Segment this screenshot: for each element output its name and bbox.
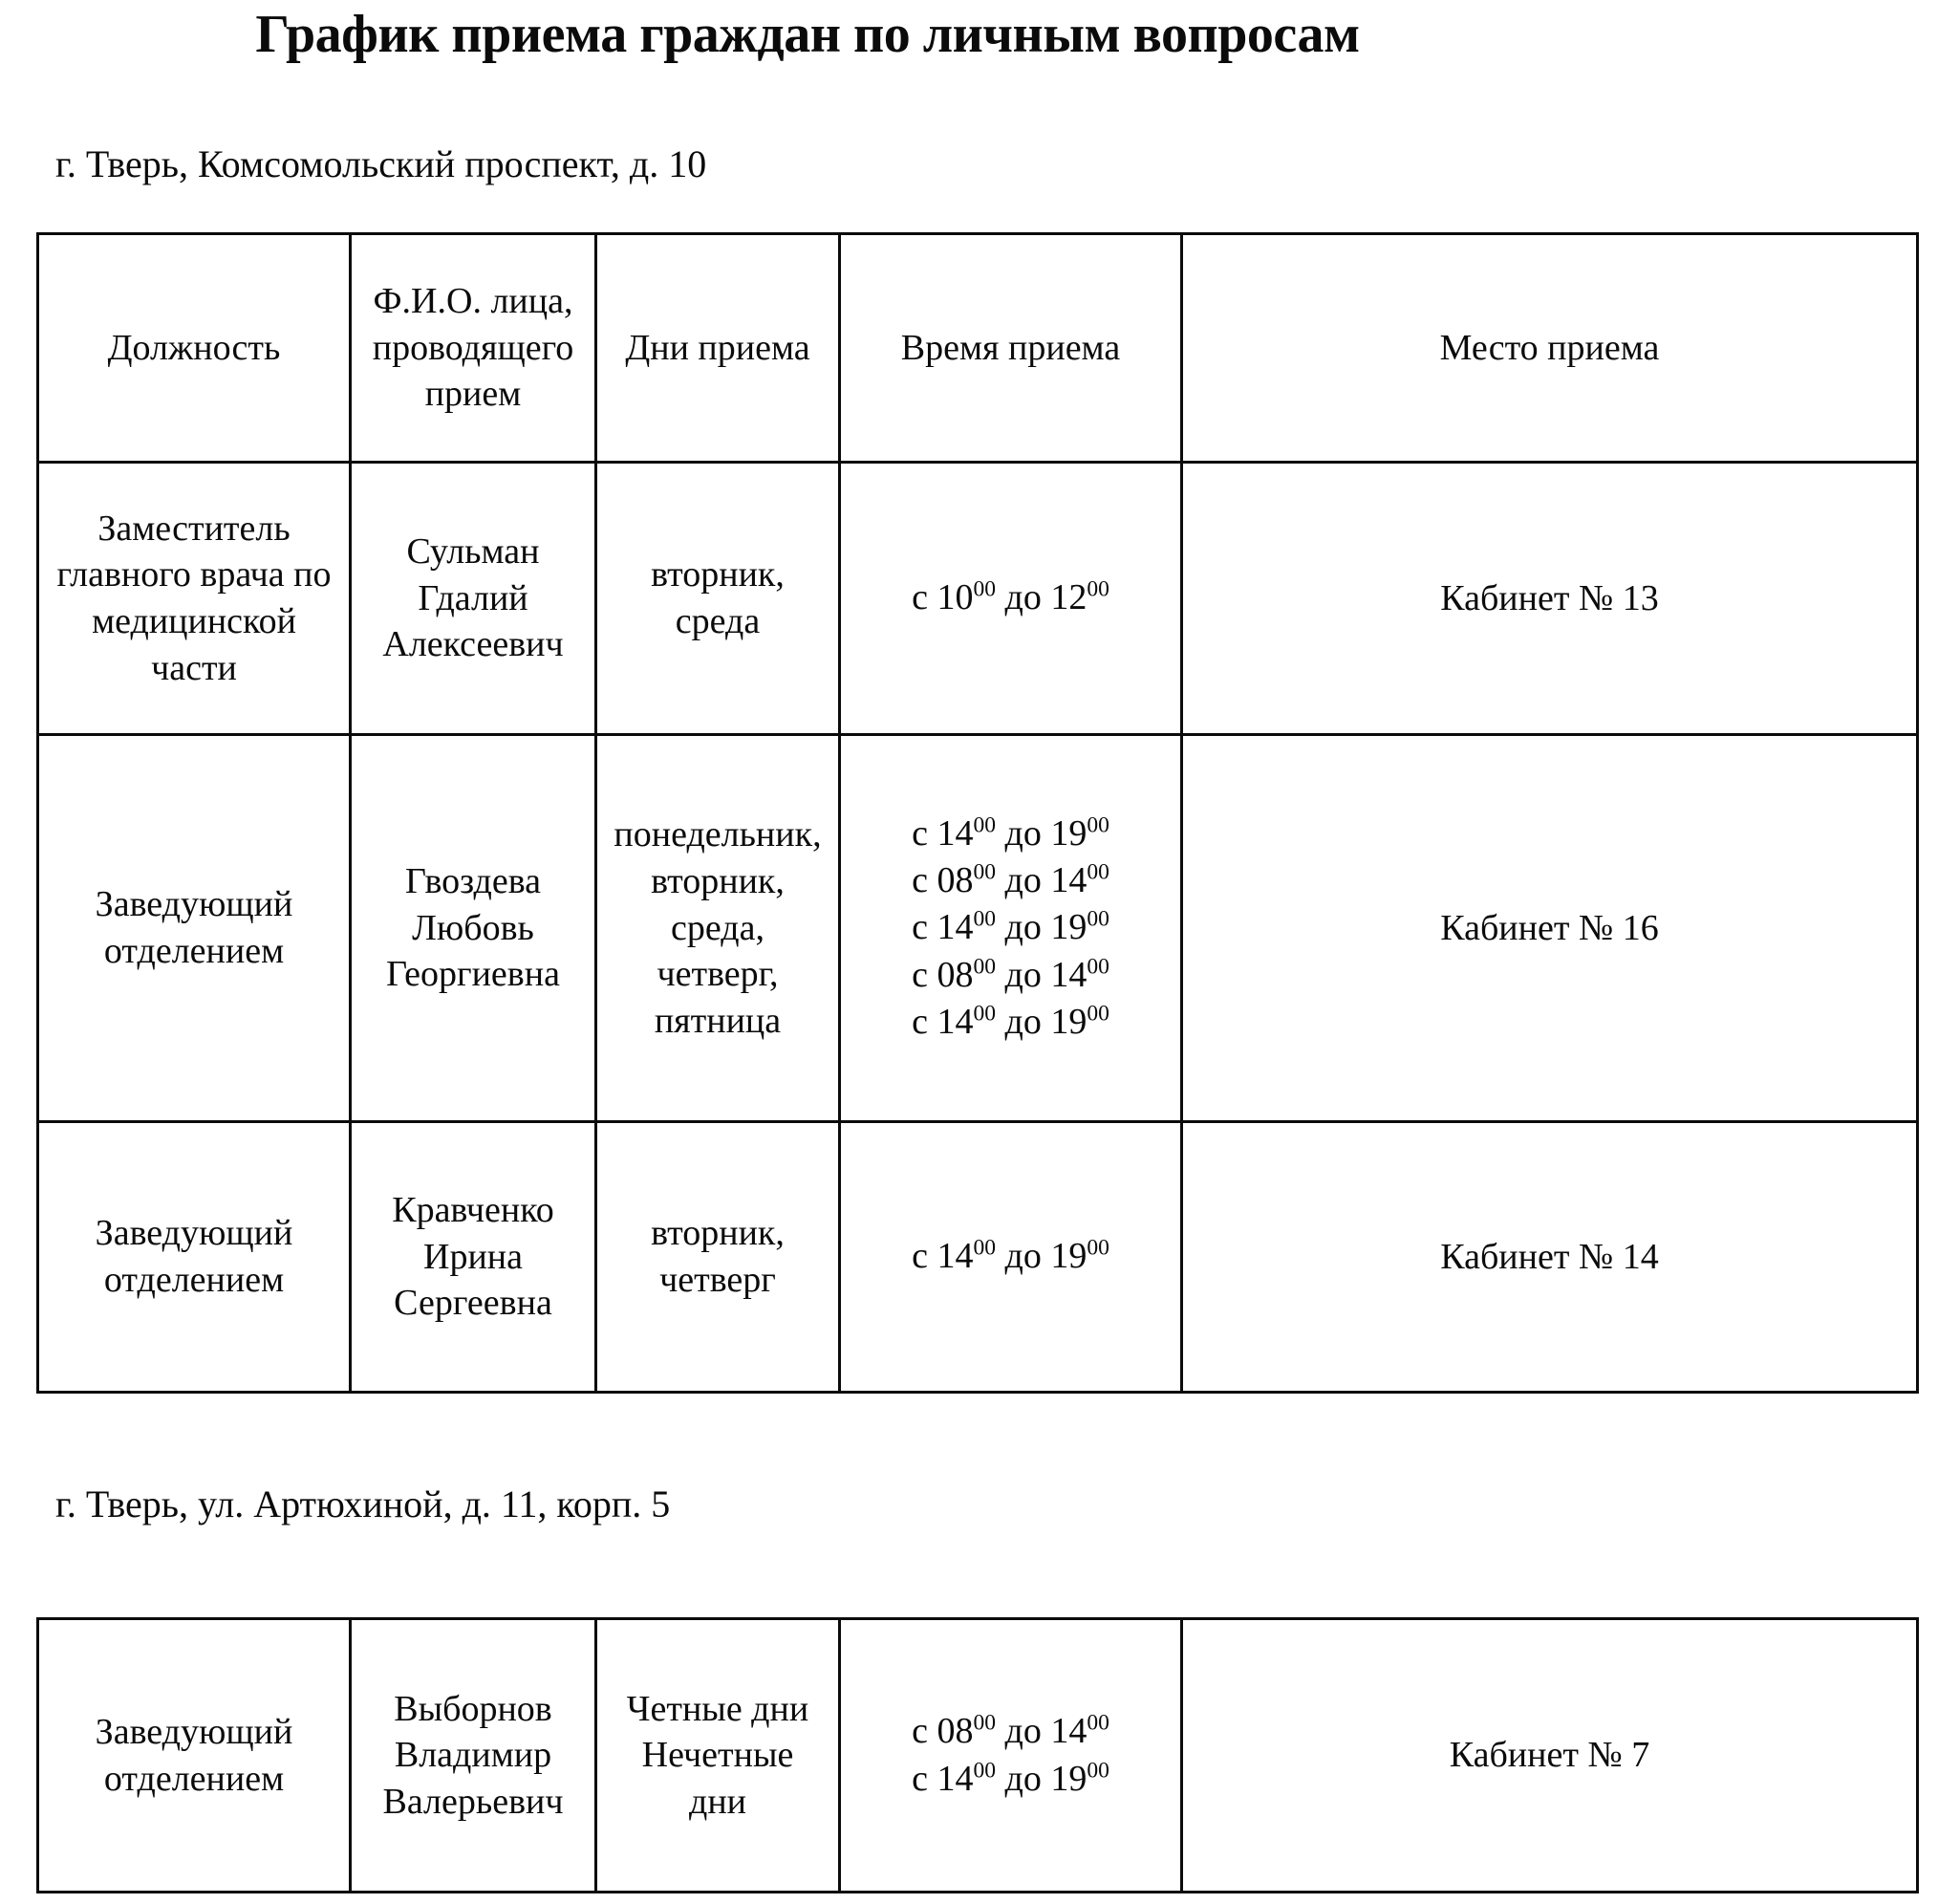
cell-post [38, 1122, 351, 1393]
cell-time [840, 735, 1182, 1122]
text-line: пятница [654, 1000, 782, 1041]
cell-time [840, 463, 1182, 735]
text-line: Сульман [406, 531, 540, 573]
table-header-row [38, 234, 1918, 463]
table-row [38, 735, 1918, 1122]
time-range: с $14^{00}$ до $19^{00}$ [912, 1001, 1109, 1043]
text-line: Ирина [423, 1236, 523, 1277]
text-line: Гвоздева [404, 861, 542, 902]
text-line: Алексеевич [382, 624, 564, 665]
text-line: Сергеевна [394, 1283, 552, 1324]
column-header-place [1182, 234, 1918, 463]
text-line: среда, [671, 907, 764, 948]
time-list [849, 574, 1173, 621]
text-line: Заведующий [95, 1213, 293, 1254]
text-line: медицинской [92, 601, 296, 641]
text-line: Заведующий [95, 884, 293, 925]
address-heading-1: г. Тверь, Комсомольский проспект, д. 10 [55, 142, 707, 185]
text-line: отделением [103, 1758, 285, 1799]
cell-name [351, 1619, 596, 1893]
cell-post [38, 735, 351, 1122]
text-line: дни [688, 1781, 746, 1822]
text-line: Заведующий [95, 1711, 293, 1752]
column-header-time [840, 234, 1182, 463]
cell-place [1182, 1122, 1918, 1393]
cell-post [38, 463, 351, 735]
text-line: Кравченко [392, 1190, 554, 1231]
cell-place [1182, 463, 1918, 735]
text-line: Кабинет № 14 [1440, 1236, 1659, 1277]
column-header-days [596, 234, 840, 463]
time-list [849, 1233, 1173, 1280]
text-line: Владимир [394, 1735, 552, 1776]
text-line: главного врача по [56, 554, 332, 595]
table-row [38, 1619, 1918, 1893]
text-line: Любовь [412, 907, 534, 948]
column-header-name [351, 234, 596, 463]
time-range: с $14^{00}$ до $19^{00}$ [912, 811, 1109, 854]
cell-time [840, 1122, 1182, 1393]
text-line: Выборнов [394, 1688, 552, 1729]
text-line: Георгиевна [386, 954, 560, 995]
page-title: График приема граждан по личным вопросам [255, 5, 1360, 64]
text-line: Кабинет № 16 [1440, 907, 1659, 948]
text-line: четверг [659, 1260, 776, 1300]
header-line: Время приема [900, 327, 1121, 368]
cell-time [840, 1619, 1182, 1893]
time-list [849, 1708, 1173, 1803]
text-line: вторник, [651, 861, 785, 902]
header-line: Дни приема [625, 327, 810, 368]
cell-days [596, 1619, 840, 1893]
time-range: с $14^{00}$ до $19^{00}$ [912, 1757, 1109, 1799]
text-line: отделением [103, 931, 285, 971]
schedule-table-1 [36, 232, 1919, 1394]
header-line: Должность [107, 327, 281, 368]
time-range: с $08^{00}$ до $14^{00}$ [912, 954, 1109, 995]
header-line: проводящего [372, 327, 574, 368]
text-line: Нечетные [641, 1735, 794, 1776]
cell-days [596, 1122, 840, 1393]
schedule-table-2 [36, 1617, 1919, 1893]
time-range: с $14^{00}$ до $19^{00}$ [912, 1235, 1109, 1277]
text-line: среда [675, 601, 761, 641]
cell-place [1182, 1619, 1918, 1893]
text-line: Кабинет № 13 [1440, 577, 1659, 618]
cell-name [351, 735, 596, 1122]
cell-days [596, 735, 840, 1122]
text-line: четверг, [657, 954, 779, 995]
text-line: вторник, [651, 554, 785, 595]
cell-days [596, 463, 840, 735]
cell-place [1182, 735, 1918, 1122]
table-row [38, 463, 1918, 735]
text-line: Валерьевич [382, 1781, 564, 1822]
text-line: Кабинет № 7 [1449, 1735, 1650, 1776]
time-range: с $14^{00}$ до $19^{00}$ [912, 906, 1109, 948]
cell-name [351, 1122, 596, 1393]
cell-post [38, 1619, 351, 1893]
header-line: прием [424, 374, 522, 415]
text-line: отделением [103, 1260, 285, 1300]
text-line: вторник, [651, 1213, 785, 1254]
header-line: Ф.И.О. лица, [373, 281, 573, 322]
table-row [38, 1122, 1918, 1393]
text-line: понедельник, [614, 814, 822, 855]
text-line: Четные дни [626, 1688, 809, 1729]
column-header-post [38, 234, 351, 463]
time-list [849, 811, 1173, 1047]
text-line: Заместитель [97, 508, 291, 549]
text-line: части [151, 647, 237, 688]
address-heading-2: г. Тверь, ул. Артюхиной, д. 11, корп. 5 [55, 1482, 671, 1525]
cell-name [351, 463, 596, 735]
header-line: Место приема [1439, 327, 1660, 368]
text-line: Гдалий [418, 577, 528, 618]
time-range: с $10^{00}$ до $12^{00}$ [912, 576, 1109, 618]
time-range: с $08^{00}$ до $14^{00}$ [912, 1710, 1109, 1752]
time-range: с $08^{00}$ до $14^{00}$ [912, 859, 1109, 900]
